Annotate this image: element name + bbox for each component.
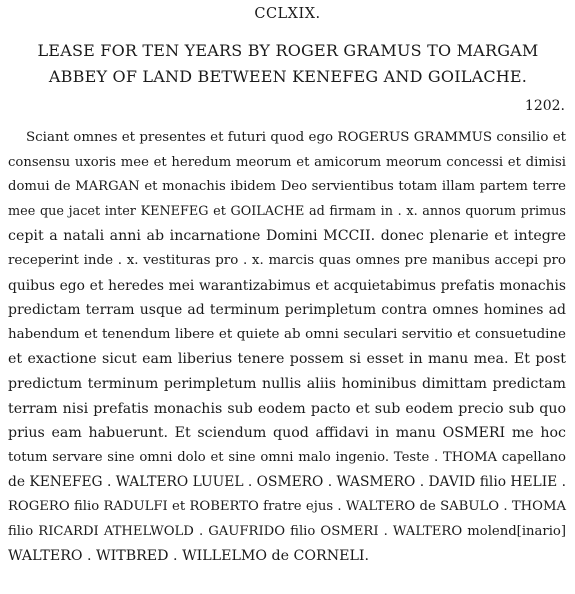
body-line: ROGERO filio RADULFI et ROBERTO fratre ejus . WALTERO de SABULO . THOMA — [8, 498, 566, 514]
body-line: WALTERO . WITBRED . WILLELMO de CORNELI. — [8, 548, 370, 565]
body-line: habendum et tenendum libere et quiete ab omni seculari servitio et consuetudine — [8, 326, 566, 342]
charter-body — [8, 126, 566, 569]
charter-title-line-1: LEASE FOR TEN YEARS BY ROGER GRAMUS TO MARGAM — [37, 41, 539, 60]
body-line: de KENEFEG . WALTERO LUUEL . OSMERO . WASMERO . DAVID filio HELIE . — [8, 474, 566, 491]
charter-number: CCLXIX. — [254, 6, 321, 22]
body-line: totum servare sine omni dolo et sine omni malo ingenio. Teste . THOMA capellano — [8, 449, 566, 465]
charter-date: 1202. — [524, 98, 565, 114]
body-line: cepit a natali anni ab incarnatione Domini MCCII. donec plenarie et integre — [8, 228, 566, 245]
body-line: receperint inde . x. vestituras pro . x. marcis quas omnes pre manibus accepi pro — [8, 252, 566, 268]
body-line: terram nisi prefatis monachis sub eodem pacto et sub eodem precio sub quo — [8, 400, 566, 417]
body-line: consensu uxoris mee et heredum meorum et amicorum meorum concessi et dimisi — [8, 154, 566, 170]
body-line: mee que jacet inter KENEFEG et GOILACHE ad firmam in . x. annos quorum primus — [8, 203, 566, 219]
body-line: et exactione sicut eam liberius tenere possem si esset in manu mea. Et post — [8, 351, 566, 368]
body-line: prius eam habuerunt. Et sciendum quod affidavi in manu OSMERI me hoc — [8, 425, 566, 442]
body-line: domui de MARGAN et monachis ibidem Deo servientibus totam illam partem terre — [8, 179, 566, 195]
body-line: filio RICARDI ATHELWOLD . GAUFRIDO filio OSMERI . WALTERO molend[inario] — [8, 523, 566, 539]
charter-title-line-2: ABBEY OF LAND BETWEEN KENEFEG AND GOILACHE. — [48, 67, 528, 86]
body-line: predictam terram usque ad terminum perimpletum contra omnes homines ad — [8, 302, 566, 319]
body-line: quibus ego et heredes mei warantizabimus et acquietabimus prefatis monachis — [8, 277, 566, 294]
charter-title — [8, 38, 568, 90]
body-line: predictum terminum perimpletum nullis aliis hominibus dimittam predictam — [8, 375, 566, 392]
body-line: Sciant omnes et presentes et futuri quod ego ROGERUS GRAMMUS consilio et — [26, 130, 566, 145]
